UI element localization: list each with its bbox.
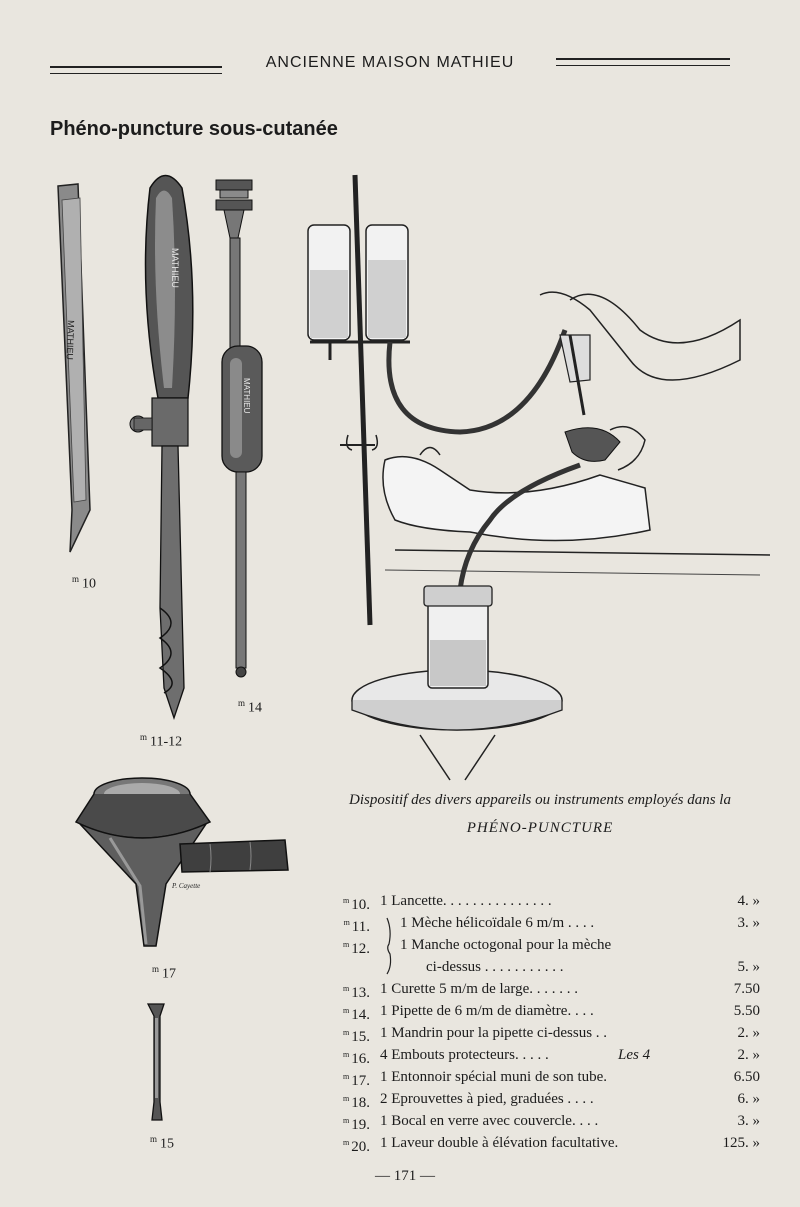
figure-label-10: $^m$ 10 — [72, 574, 97, 592]
item-price: 3. » — [737, 915, 760, 931]
mandrin-illustration — [142, 1002, 172, 1124]
item-price: 3. » — [737, 1113, 760, 1129]
price-list-row: $^m$ 10. 1 Lancette. . . . . . . . . . . . . . . 4. » — [318, 890, 778, 912]
item-description: 1 Entonnoir spécial muni de son tube. — [380, 1069, 608, 1085]
item-description: ci-dessus . . . . . . . . . . . — [426, 959, 564, 975]
item-description: 2 Eprouvettes à pied, graduées . . . . — [380, 1091, 594, 1107]
item-note: Les 4 — [618, 1047, 651, 1063]
price-list-row: $^m$ 16. 4 Embouts protecteurs. . . . . Les 4 2. » — [318, 1044, 778, 1066]
figure-label-15: $^m$ 15 — [150, 1134, 175, 1152]
lancet-illustration — [50, 180, 100, 560]
item-price: 2. » — [737, 1047, 760, 1063]
figure-label-11-12: $^m$ 11-12 — [140, 732, 183, 750]
item-description: 1 Lancette. . . . . . . . . . . . . . . — [380, 893, 552, 909]
item-price: 2. » — [737, 1025, 760, 1041]
caption-line-1: Dispositif des divers appareils ou instruments employés dans la — [349, 792, 731, 808]
price-list-row: $^m$ 12. 1 Manche octogonal pour la mèche — [318, 934, 778, 956]
pipette-brand-text: MATHIEU — [242, 378, 251, 414]
header-rule-right — [556, 58, 730, 66]
item-description: 1 Manche octogonal pour la mèche — [400, 937, 612, 953]
funnel-illustration — [70, 774, 295, 954]
lancet-brand-text: MATHIEU — [64, 319, 76, 361]
item-price: 4. » — [737, 893, 760, 909]
item-description: 1 Pipette de 6 m/m de diamètre. . . . — [380, 1003, 594, 1019]
price-list-row: $^m$ 19. 1 Bocal en verre avec couvercle. . . . 3. » — [318, 1110, 778, 1132]
item-description: 1 Curette 5 m/m de large. . . . . . . — [380, 981, 579, 997]
apparatus-scene-illustration — [300, 170, 770, 785]
header-title: ANCIENNE MAISON MATHIEU — [265, 54, 515, 71]
price-list-row: $^m$ 14. 1 Pipette de 6 m/m de diamètre. . . . 5.50 — [318, 1000, 778, 1022]
engraver-signature: P. Cayette — [172, 882, 201, 890]
item-description: 1 Mandrin pour la pipette ci-dessus . . — [380, 1025, 608, 1041]
price-list-row: $^m$ 15. 1 Mandrin pour la pipette ci-dessus . . 2. » — [318, 1022, 778, 1044]
item-price: 125. » — [722, 1135, 760, 1151]
item-description: 1 Laveur double à élévation facultative. — [380, 1135, 619, 1151]
pipette-illustration — [212, 178, 272, 688]
item-description: 4 Embouts protecteurs. . . . . — [380, 1047, 549, 1063]
figure-label-14: $^m$ 14 — [238, 698, 263, 716]
page-number: — 171 — — [375, 1168, 435, 1184]
price-list-row: $^m$ 11. 1 Mèche hélicoïdale 6 m/m . . . . 3. » — [318, 912, 778, 934]
price-list — [318, 890, 778, 1154]
item-description: 1 Mèche hélicoïdale 6 m/m . . . . — [400, 915, 595, 931]
price-list-row — [318, 956, 778, 978]
item-price: 5.50 — [733, 1003, 760, 1019]
item-description: 1 Bocal en verre avec couvercle. . . . — [380, 1113, 599, 1129]
price-list-row: $^m$ 18. 2 Eprouvettes à pied, graduées . . . . 6. » — [318, 1088, 778, 1110]
drill-handle-illustration — [120, 168, 210, 728]
price-list-row: $^m$ 13. 1 Curette 5 m/m de large. . . . . . . 7.50 — [318, 978, 778, 1000]
header-rule-left — [50, 66, 222, 74]
item-price: 5. » — [737, 959, 760, 975]
caption-line-2: PHÉNO-PUNCTURE — [466, 820, 614, 836]
price-list-row: $^m$ 17. 1 Entonnoir spécial muni de son tube. 6.50 — [318, 1066, 778, 1088]
section-title: Phéno-puncture sous-cutanée — [50, 118, 338, 140]
figure-label-17: $^m$ 17 — [152, 964, 177, 982]
item-price: 6. » — [737, 1091, 760, 1107]
item-price: 6.50 — [733, 1069, 760, 1085]
price-list-row: $^m$ 20. 1 Laveur double à élévation facultative. 125. » — [318, 1132, 778, 1154]
drill-brand-text: MATHIEU — [170, 248, 180, 288]
item-price: 7.50 — [733, 981, 760, 997]
